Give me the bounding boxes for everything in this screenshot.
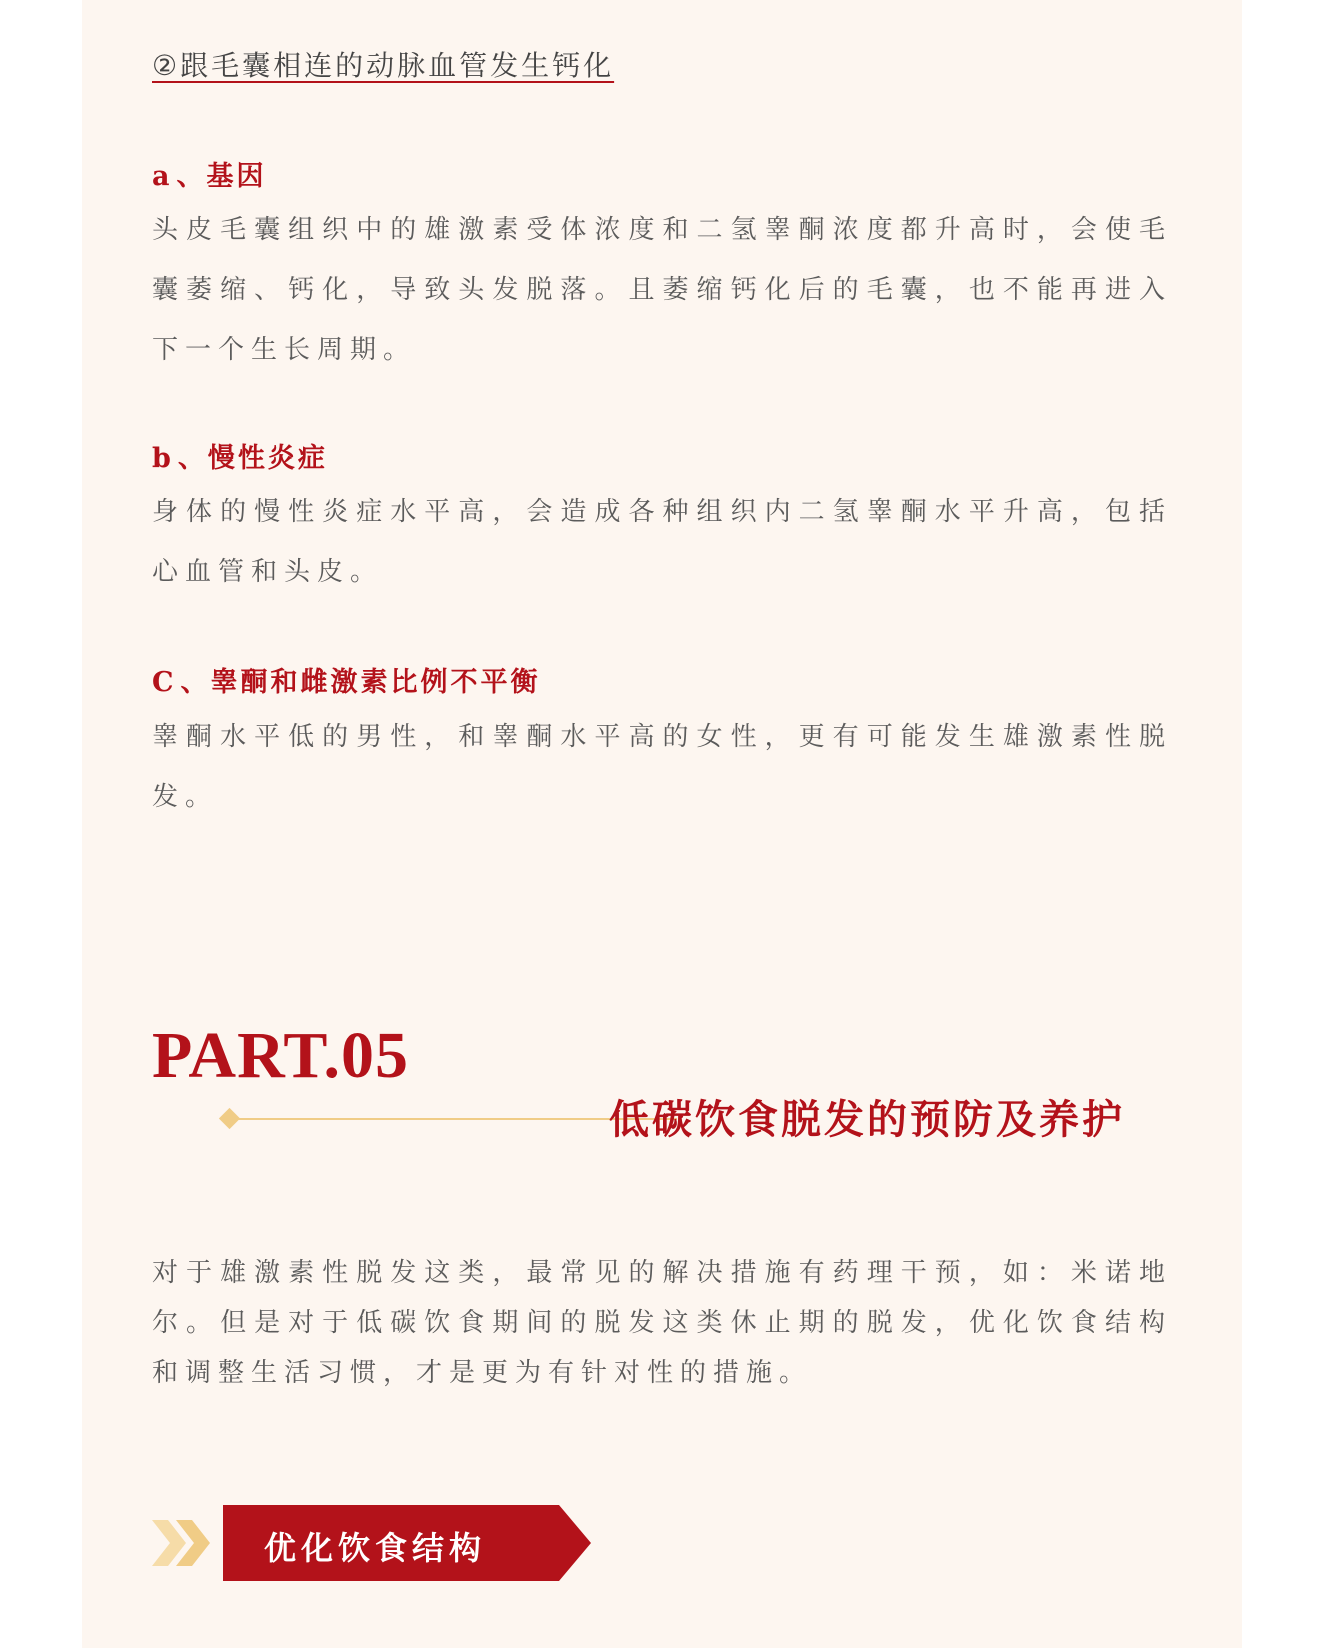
optimize-diet-button[interactable] xyxy=(223,1505,559,1581)
article-page xyxy=(82,0,1242,1648)
section-c-title xyxy=(152,660,541,699)
section-a-body: 头皮毛囊组织中的雄激素受体浓度和二氢睾酮浓度都升高时，会使毛囊萎缩、钙化，导致头发脱落。且萎缩钙化后的毛囊，也不能再进入下一个生长周期。 xyxy=(152,215,1172,365)
part-subtitle: 低碳饮食脱发的预防及养护 xyxy=(609,1097,1125,1143)
section-b-letter: b xyxy=(152,443,174,474)
double-chevron-right-icon xyxy=(152,1518,214,1568)
section-c-body: 睾酮水平低的男性，和睾酮水平高的女性，更有可能发生雄激素性脱发。 xyxy=(152,722,1172,812)
section-a-letter: a xyxy=(152,161,173,192)
part-title: PART.05 xyxy=(152,1019,410,1092)
section-c-letter: C xyxy=(152,667,177,698)
section-b-title-text: 、慢性炎症 xyxy=(177,443,328,474)
section-a-title xyxy=(152,154,267,193)
section-b-title xyxy=(152,436,328,475)
optimize-diet-label: 优化饮食结构 xyxy=(264,1529,487,1567)
intro-paragraph: 对于雄激素性脱发这类，最常见的解决措施有药理干预，如：米诺地尔。但是对于低碳饮食期间的脱发这类休止期的脱发，优化饮食结构和调整生活习惯，才是更为有针对性的措施。 xyxy=(152,1258,1172,1388)
subheading: ②跟毛囊相连的动脉血管发生钙化 xyxy=(152,49,615,82)
section-a-title-text: 、基因 xyxy=(176,161,267,192)
section-c-title-text: 、睾酮和雌激素比例不平衡 xyxy=(180,667,541,698)
section-b-body: 身体的慢性炎症水平高，会造成各种组织内二氢睾酮水平升高，包括心血管和头皮。 xyxy=(152,497,1172,587)
